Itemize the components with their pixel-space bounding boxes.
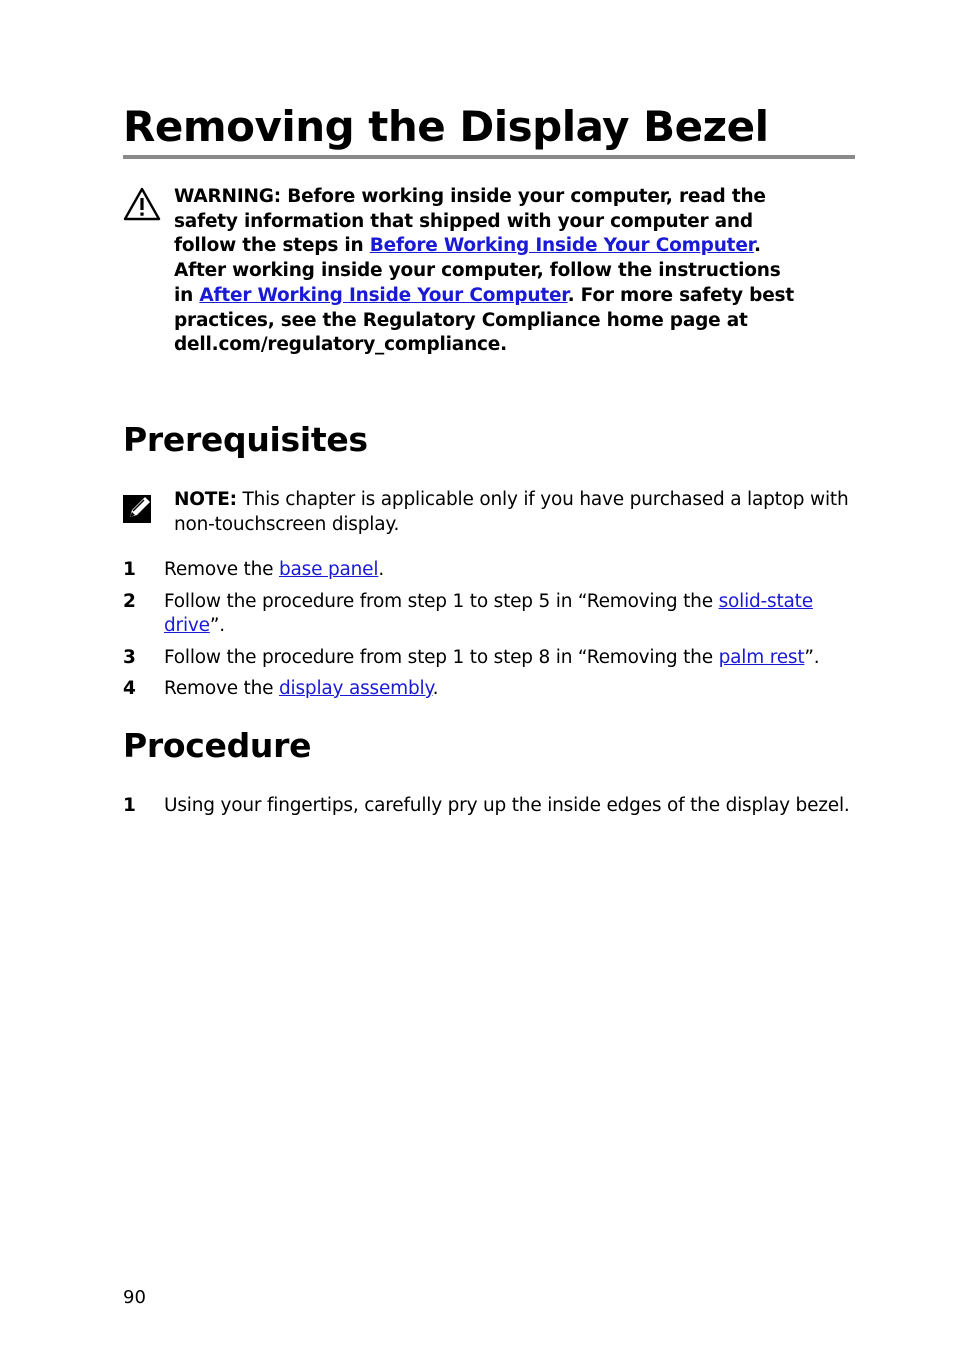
step-text-part: . bbox=[432, 678, 439, 699]
step-text-part: ”. bbox=[804, 647, 820, 668]
warning-text: . For more safety best bbox=[567, 284, 795, 306]
warning-text: in bbox=[174, 284, 200, 306]
warning-line: safety information that shipped with your computer and bbox=[174, 210, 753, 232]
step-text bbox=[164, 677, 864, 701]
step-number: 3 bbox=[123, 647, 136, 668]
warning-line bbox=[174, 284, 864, 309]
procedure-heading: Procedure bbox=[123, 726, 312, 765]
note-line bbox=[174, 487, 864, 512]
step-number: 2 bbox=[123, 591, 136, 612]
note-line: non-touchscreen display. bbox=[174, 514, 400, 535]
note-pencil-icon bbox=[123, 492, 153, 524]
link-base-panel[interactable]: base panel bbox=[279, 559, 379, 580]
step-text-part: ”. bbox=[209, 615, 225, 636]
page-title: Removing the Display Bezel bbox=[123, 102, 769, 151]
link-palm-rest[interactable]: palm rest bbox=[718, 647, 805, 668]
title-divider bbox=[123, 155, 855, 159]
warning-message bbox=[174, 185, 864, 358]
step-text bbox=[164, 558, 864, 582]
link-display-assembly[interactable]: display assembly bbox=[279, 678, 433, 699]
prerequisites-heading: Prerequisites bbox=[123, 420, 368, 459]
step-text-part: Remove the bbox=[164, 559, 279, 580]
step-text bbox=[164, 590, 864, 614]
step-number: 4 bbox=[123, 678, 136, 699]
step-number: 1 bbox=[123, 795, 136, 816]
link-solid-state-drive[interactable]: drive bbox=[164, 615, 210, 636]
note-label: NOTE: bbox=[174, 489, 237, 510]
step-number: 1 bbox=[123, 559, 136, 580]
note-message bbox=[174, 487, 864, 537]
step-text-part: Follow the procedure from step 1 to step 8 in “Removing the bbox=[164, 647, 719, 668]
warning-line: practices, see the Regulatory Compliance home page at bbox=[174, 309, 748, 331]
step-text: Using your fingertips, carefully pry up the inside edges of the display bezel. bbox=[164, 795, 850, 816]
warning-line: WARNING: Before working inside your computer, read the bbox=[174, 186, 766, 207]
step-text-part: Remove the bbox=[164, 678, 279, 699]
step-text-part: Follow the procedure from step 1 to step 5 in “Removing the bbox=[164, 591, 719, 612]
warning-triangle-icon bbox=[123, 187, 161, 221]
warning-line: dell.com/regulatory_compliance. bbox=[174, 334, 507, 356]
warning-line: After working inside your computer, follow the instructions bbox=[174, 260, 781, 282]
link-solid-state-drive[interactable]: solid-state bbox=[718, 591, 813, 612]
step-text bbox=[164, 614, 864, 638]
warning-text: follow the steps in bbox=[174, 235, 370, 257]
link-after-working-inside-computer[interactable]: After Working Inside Your Computer bbox=[199, 284, 568, 306]
warning-text: . bbox=[753, 235, 761, 257]
link-before-working-inside-computer[interactable]: Before Working Inside Your Computer bbox=[369, 235, 754, 257]
page-number: 90 bbox=[123, 1287, 146, 1308]
step-text-part: . bbox=[378, 559, 384, 580]
step-text bbox=[164, 646, 864, 670]
warning-line bbox=[174, 234, 864, 259]
note-text: This chapter is applicable only if you have purchased a laptop with bbox=[236, 489, 849, 510]
